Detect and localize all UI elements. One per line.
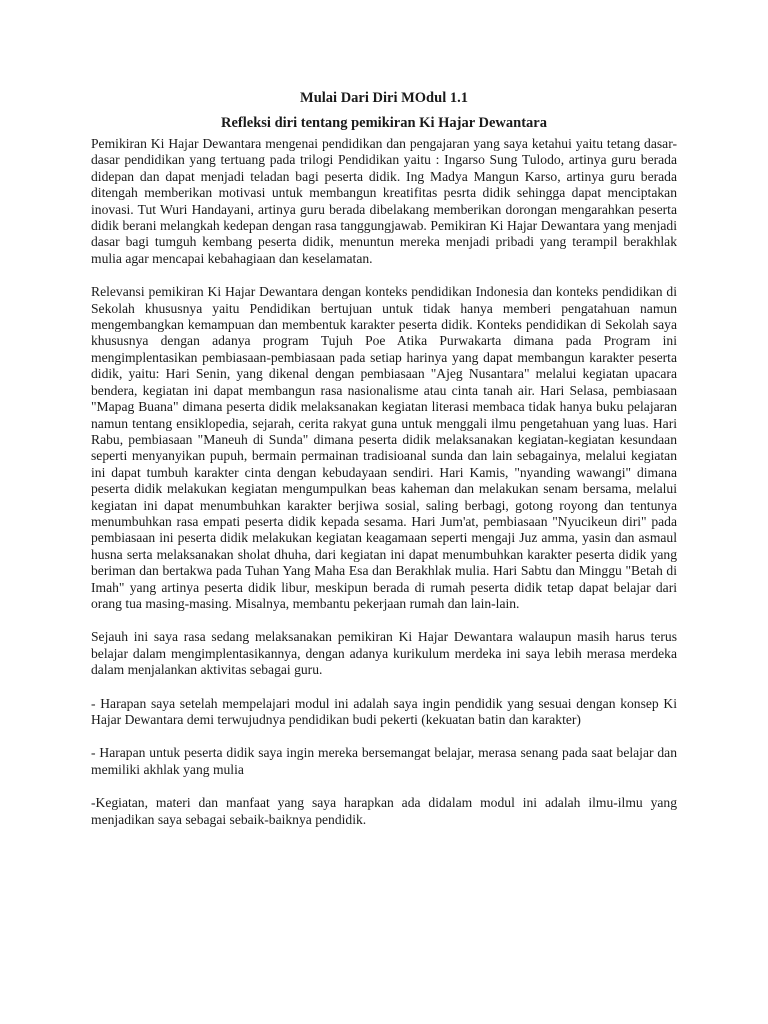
paragraph-relevansi: Relevansi pemikiran Ki Hajar Dewantara dengan konteks pendidikan Indonesia dan konteks pendidikan di Sekolah khususnya yaitu Pendidikan bertujuan untuk tidak hanya memberi pengatahuan namun mengembangkan kemampuan dan membentuk karakter peserta didik. Konteks pendidikan di Sekolah saya khususnya dengan adanya program Tujuh Poe Atika Purwakarta dimana pada Program ini mengimplentasikan pembiasaan-pembiasaan pada setiap harinya yang dapat membangun karakter peserta didik, yaitu: Hari Senin, yang dikenal dengan pembiasaan "Ajeg Nusantara" melalui kegiatan upacara bendera, kegiatan ini dapat membangun rasa nasionalisme atau cinta tanah air. Hari Selasa, pembiasaan "Mapag Buana" dimana peserta didik melaksanakan kegiatan literasi membaca tidak hanya buku pelajaran namun tentang ensiklopedia, sejarah, cerita rakyat guna untuk menggali ilmu pengetahuan yang luas. Hari Rabu, pembiasaan "Maneuh di Sunda" dimana peserta didik melaksanakan kegiatan-kegiatan kesundaan seperti menyanyikan pupuh, bermain permainan tradisioanal sunda dan lain sebagainya, melalui kegiatan ini dapat tumbuh karakter cinta dengan kebudayaan sendiri. Hari Kamis, "nyanding wawangi" dimana peserta didik melakukan kegiatan mengumpulkan beas kaheman dan melakukan senam bersama, melalui kegiatan ini dapat menumbuhkan karakter berjiwa sosial, saling berbagi, gotong royong dan tentunya menumbuhkan rasa empati peserta didik kepada sesama. Hari Jum'at, pembiasaan "Nyucikeun diri" pada pembiasaan ini peserta didik melakukan kegiatan keagamaan seperti mengaji Juz amma, yasin dan asmaul husna serta melaksanakan sholat dhuha, dari kegiatan ini dapat menumbuhkan karakter peserta didik yang beriman dan bertakwa pada Tuhan Yang Maha Esa dan Berakhlak mulia. Hari Sabtu dan Minggu "Betah di Imah" yang artinya peserta didik libur, meskipun berada di rumah peserta didik tetap dapat belajar dari orang tua masing-masing. Misalnya, membantu pekerjaan rumah dan lain-lain. — [91, 284, 677, 611]
document-page — [91, 88, 677, 845]
document-subtitle: Refleksi diri tentang pemikiran Ki Hajar Dewantara — [221, 115, 547, 131]
paragraph-harapan-peserta: - Harapan untuk peserta didik saya ingin mereka bersemangat belajar, merasa senang pada saat belajar dan memiliki akhlak yang mulia — [91, 745, 677, 777]
document-title: Mulai Dari Diri MOdul 1.1 — [300, 90, 468, 106]
paragraph-harapan-saya: - Harapan saya setelah mempelajari modul ini adalah saya ingin pendidik yang sesuai dengan konsep Ki Hajar Dewantara demi terwujudnya pendidikan budi pekerti (kekuatan batin dan karakter) — [91, 695, 677, 727]
paragraph-kegiatan: -Kegiatan, materi dan manfaat yang saya harapkan ada didalam modul ini adalah ilmu-ilmu yang menjadikan saya sebagai sebaik-baiknya pendidik. — [91, 795, 677, 827]
paragraph-intro: Pemikiran Ki Hajar Dewantara mengenai pendidikan dan pengajaran yang saya ketahui yaitu tetang dasar-dasar pendidikan yang tertuang pada trilogi Pendidikan yaitu : Ingarso Sung Tulodo, artinya guru berada didepan dan dapat menjadi teladan bagi peserta didik. Ing Madya Mangun Karso, artinya guru berada ditengah memberikan motivasi untuk membangun kreatifitas pesrta didik sehingga dapat menciptakan inovasi. Tut Wuri Handayani, artinya guru berada dibelakang memberikan dorongan mengarahkan peserta didik berani melangkah kedepan dengan rasa tanggungjawab. Pemikiran Ki Hajar Dewantara yang menjadi dasar bagi tumguh kembang peserta didik, menuntun mereka menjadi pribadi yang terampil berakhlak mulia agar mencapai kebahagiaan dan keselamatan. — [91, 136, 677, 266]
paragraph-sejauh: Sejauh ini saya rasa sedang melaksanakan pemikiran Ki Hajar Dewantara walaupun masih harus terus belajar dalam mengimplentasikannya, dengan adanya kurikulum merdeka ini saya lebih merasa merdeka dalam menjalankan aktivitas sebagai guru. — [91, 629, 677, 678]
